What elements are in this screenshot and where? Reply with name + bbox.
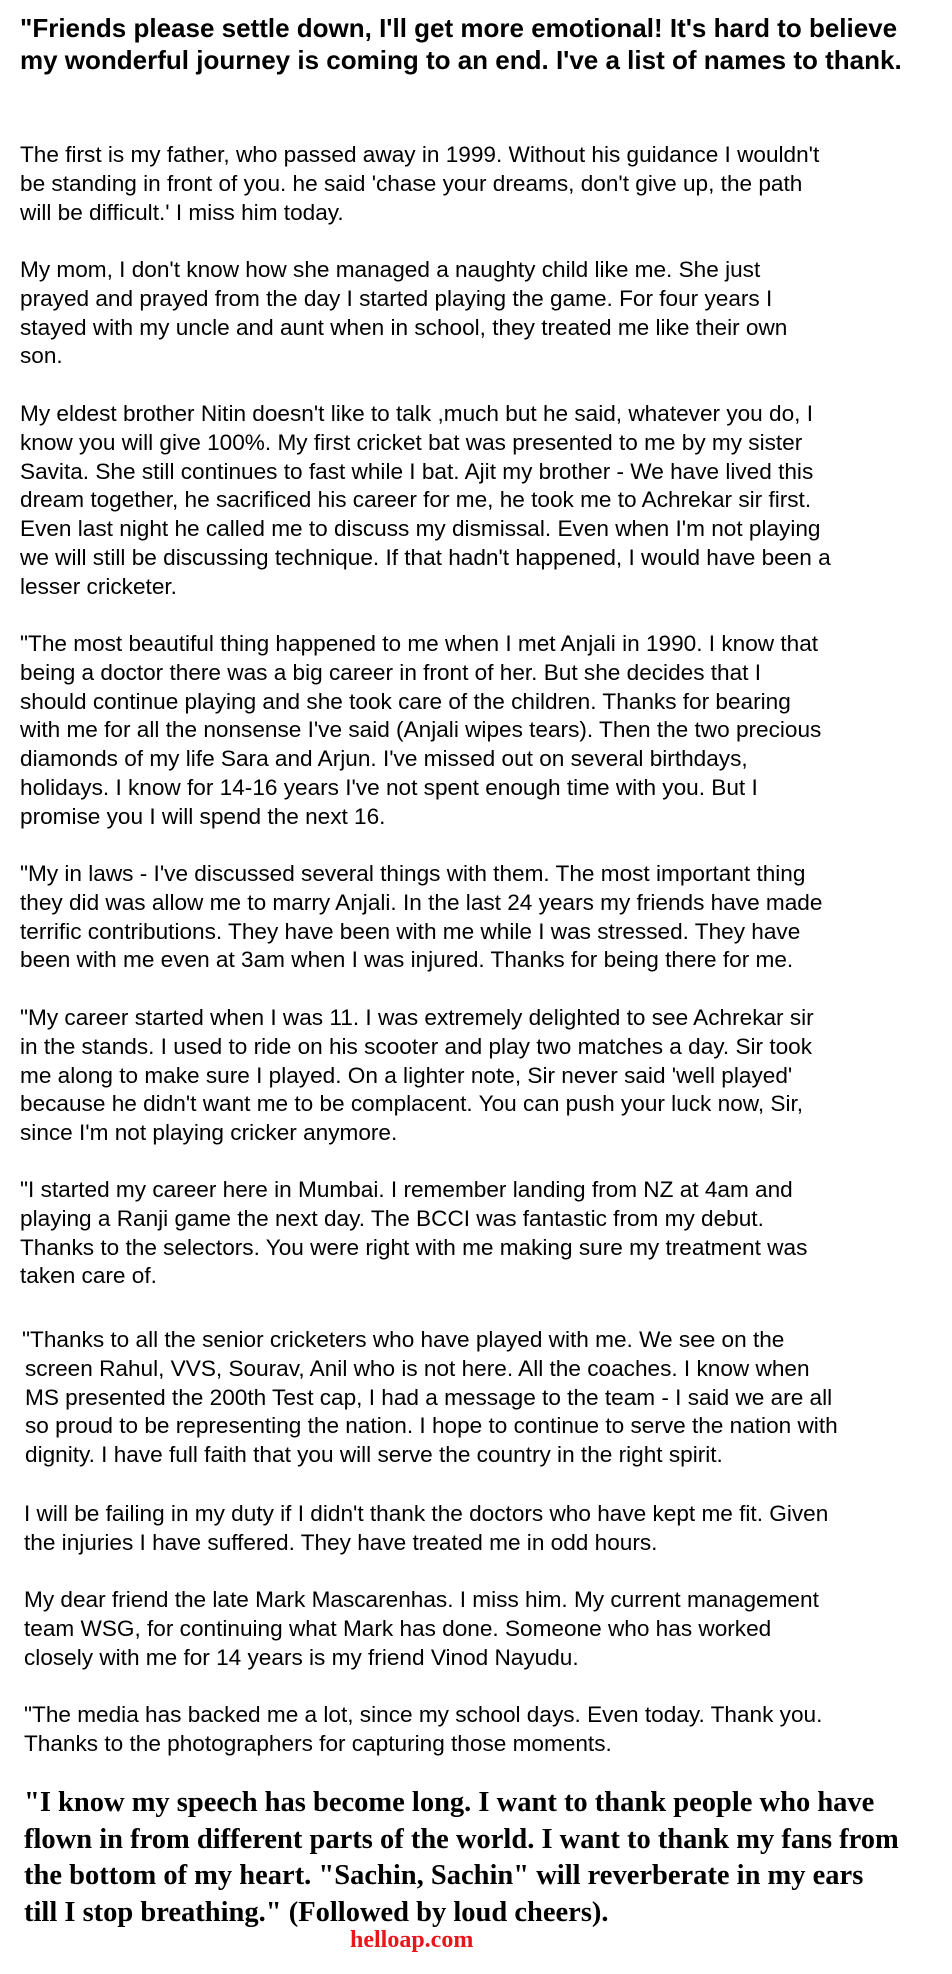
paragraph-line: My eldest brother Nitin doesn't like to talk ,much but he said, whatever you do, I xyxy=(20,401,813,426)
closing-statement xyxy=(24,1785,899,1931)
paragraph-line: me along to make sure I played. On a lighter note, Sir never said 'well played' xyxy=(20,1062,793,1088)
paragraph-media xyxy=(24,1701,822,1759)
paragraph-line: playing a Ranji game the next day. The BCCI was fantastic from my debut. xyxy=(20,1205,764,1231)
paragraph-line: "I started my career here in Mumbai. I remember landing from NZ at 4am and xyxy=(20,1177,793,1202)
paragraph-line: son. xyxy=(20,343,63,369)
closing-line: till I stop breathing." (Followed by loud cheers). xyxy=(24,1896,609,1928)
paragraph-line: Thanks to the photographers for capturing those moments. xyxy=(24,1730,612,1756)
paragraph-line: with me for all the nonsense I've said (Anjali wipes tears). Then the two precious xyxy=(20,717,822,743)
paragraph-line: "My in laws - I've discussed several things with them. The most important thing xyxy=(20,861,806,886)
paragraph-line: terrific contributions. They have been with me while I was stressed. They have xyxy=(20,918,801,944)
paragraph-line: being a doctor there was a big career in front of her. But she decides that I xyxy=(20,659,762,685)
paragraph-father xyxy=(20,141,819,227)
paragraph-mother xyxy=(20,256,787,371)
paragraph-anjali xyxy=(20,630,821,832)
paragraph-line: Savita. She still continues to fast while I bat. Ajit my brother - We have lived this xyxy=(20,458,814,484)
paragraph-line: lesser cricketer. xyxy=(20,573,177,599)
closing-line: "I know my speech has become long. I want to thank people who have xyxy=(24,1787,875,1818)
paragraph-line: holidays. I know for 14-16 years I've not spent enough time with you. But I xyxy=(20,774,758,800)
paragraph-in-laws xyxy=(20,860,822,975)
paragraph-line: Even last night he called me to discuss my dismissal. Even when I'm not playing xyxy=(20,516,821,542)
paragraph-line: the injuries I have suffered. They have treated me in odd hours. xyxy=(24,1529,658,1555)
paragraph-siblings xyxy=(20,400,831,602)
paragraph-line: we will still be discussing technique. If that hadn't happened, I would have been a xyxy=(20,544,831,570)
paragraph-line: stayed with my uncle and aunt when in school, they treated me like their own xyxy=(20,314,788,340)
paragraph-line: so proud to be representing the nation. I hope to continue to serve the nation with xyxy=(25,1413,838,1439)
paragraph-line: been with me even at 3am when I was injured. Thanks for being there for me. xyxy=(20,947,794,973)
paragraph-career xyxy=(20,1004,814,1148)
paragraph-line: in the stands. I used to ride on his scooter and play two matches a day. Sir took xyxy=(20,1033,813,1059)
paragraph-line: My dear friend the late Mark Mascarenhas. I miss him. My current management xyxy=(24,1587,819,1612)
closing-line: flown in from different parts of the world. I want to thank my fans from xyxy=(24,1823,899,1855)
paragraph-line: I will be failing in my duty if I didn't thank the doctors who have kept me fit. Given xyxy=(24,1501,829,1526)
paragraph-line: screen Rahul, VVS, Sourav, Anil who is not here. All the coaches. I know when xyxy=(25,1355,810,1381)
paragraph-line: know you will give 100%. My first cricket bat was presented to me by my sister xyxy=(20,429,803,455)
paragraph-line: diamonds of my life Sara and Arjun. I've missed out on several birthdays, xyxy=(20,746,748,772)
paragraph-line: because he didn't want me to be complacent. You can push your luck now, Sir, xyxy=(20,1091,804,1117)
paragraph-line: since I'm not playing cricker anymore. xyxy=(20,1120,398,1146)
paragraph-mark-mascarenhas xyxy=(24,1586,819,1672)
paragraph-line: prayed and prayed from the day I started playing the game. For four years I xyxy=(20,285,773,311)
paragraph-doctors xyxy=(24,1500,828,1558)
paragraph-line: "Thanks to all the senior cricketers who have played with me. We see on the xyxy=(22,1327,785,1352)
paragraph-mumbai xyxy=(20,1176,807,1291)
paragraph-line: team WSG, for continuing what Mark has done. Someone who has worked xyxy=(24,1615,772,1641)
paragraph-line: taken care of. xyxy=(20,1263,157,1289)
paragraph-line: closely with me for 14 years is my friend Vinod Nayudu. xyxy=(24,1644,579,1670)
paragraph-line: should continue playing and she took care of the children. Thanks for bearing xyxy=(20,688,791,714)
paragraph-line: be standing in front of you. he said 'chase your dreams, don't give up, the path xyxy=(20,170,803,196)
paragraph-line: "The most beautiful thing happened to me when I met Anjali in 1990. I know that xyxy=(20,631,819,656)
paragraph-senior-cricketers xyxy=(22,1326,838,1470)
paragraph-line: will be difficult.' I miss him today. xyxy=(20,199,344,225)
paragraph-line: "My career started when I was 11. I was extremely delighted to see Achrekar sir xyxy=(20,1005,814,1030)
paragraph-line: Thanks to the selectors. You were right with me making sure my treatment was xyxy=(20,1234,808,1260)
source-watermark: helloap.com xyxy=(350,1927,474,1953)
paragraph-line: they did was allow me to marry Anjali. In the last 24 years my friends have made xyxy=(20,889,823,915)
paragraph-line: The first is my father, who passed away in 1999. Without his guidance I wouldn't xyxy=(20,142,820,167)
speech-heading: "Friends please settle down, I'll get more emotional! It's hard to believe my wonderful journey is coming to an end. I've a list of names to thank. xyxy=(20,13,902,75)
paragraph-line: dream together, he sacrificed his career for me, he took me to Achrekar sir first. xyxy=(20,487,812,513)
closing-line: the bottom of my heart. "Sachin, Sachin" will reverberate in my ears xyxy=(24,1860,864,1891)
paragraph-line: My mom, I don't know how she managed a naughty child like me. She just xyxy=(20,257,761,282)
paragraph-line: promise you I will spend the next 16. xyxy=(20,803,386,829)
paragraph-line: "The media has backed me a lot, since my school days. Even today. Thank you. xyxy=(24,1702,823,1727)
paragraph-line: MS presented the 200th Test cap, I had a message to the team - I said we are all xyxy=(25,1384,833,1410)
paragraph-line: dignity. I have full faith that you will serve the country in the right spirit. xyxy=(25,1442,723,1468)
